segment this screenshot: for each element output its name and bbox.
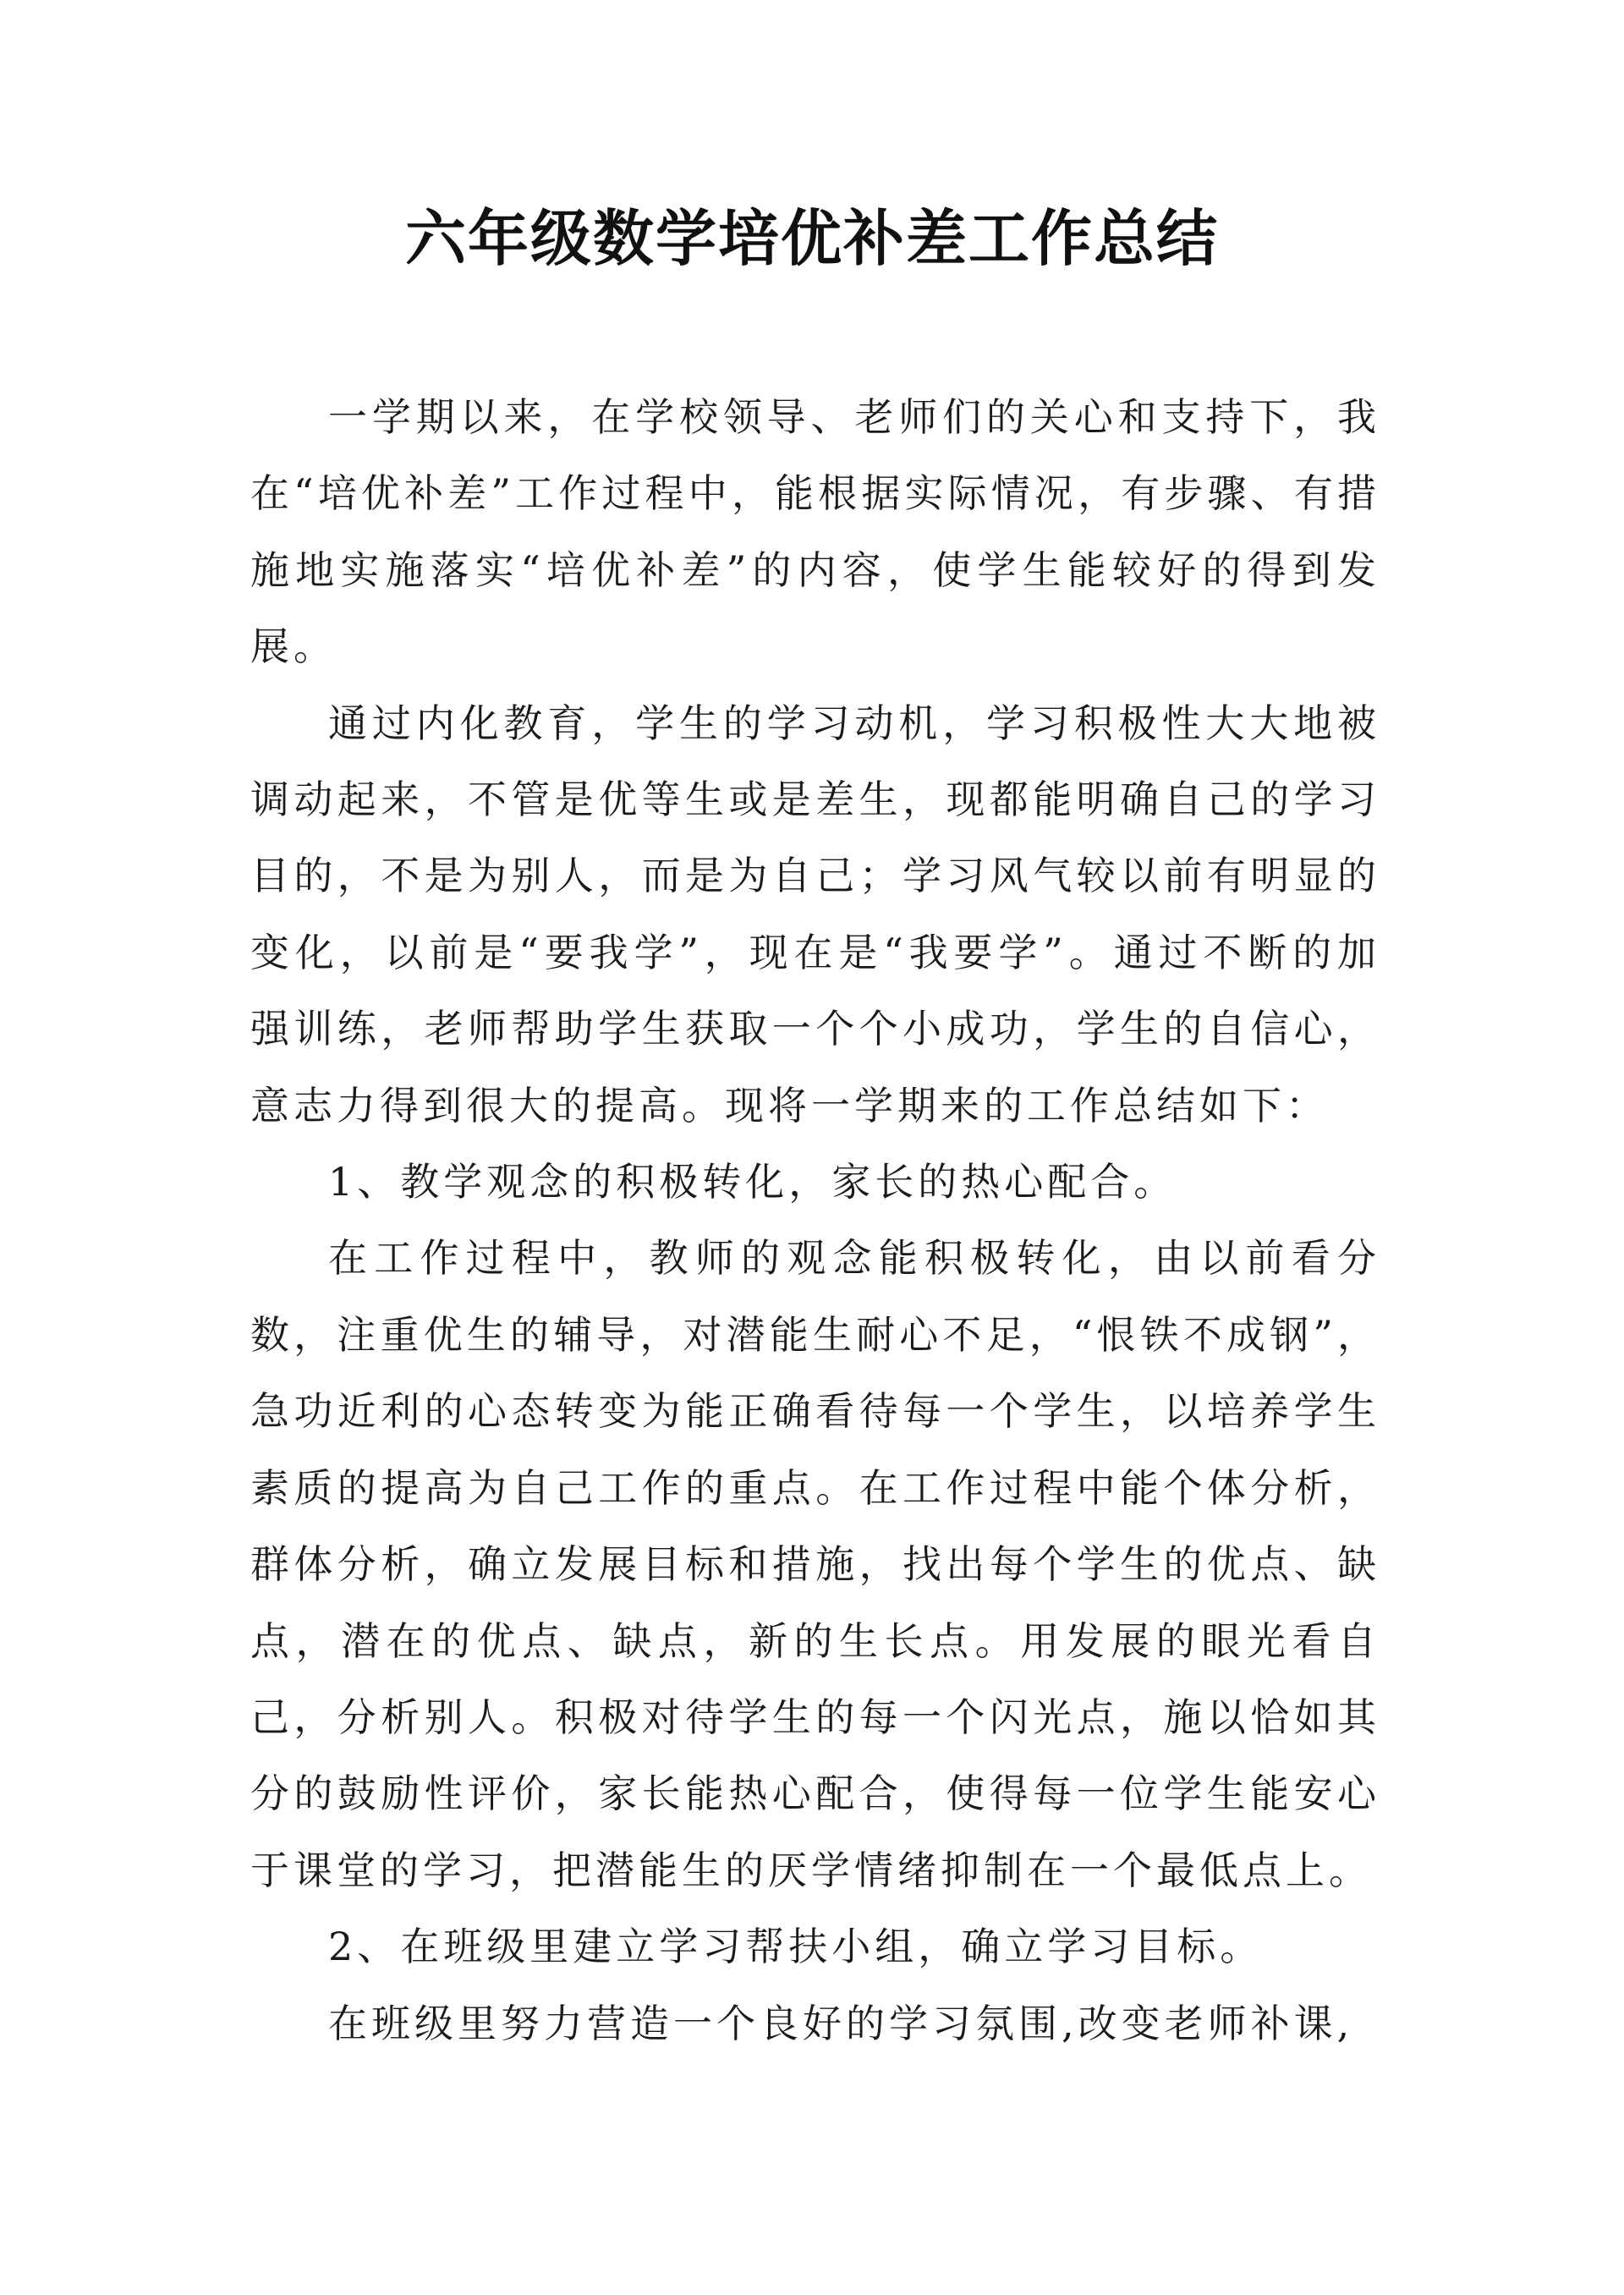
document-body [250,379,1380,2062]
section-heading-1: 1、教学观念的积极转化，家长的热心配合。 [328,1159,1177,1205]
paragraph-class-atmosphere: 在班级里努力营造一个良好的学习氛围,改变老师补课, [328,2000,1354,2046]
paragraph-teaching-concept: 在工作过程中，教师的观念能积极转化，由以前看分数，注重优生的辅导，对潜能生耐心不足，“恨铁不成钢”，急功近利的心态转变为能正确看待每一个学生，以培养学生素质的提高为自己工作的重点。在工作过程中能个体分析，群体分析，确立发展目标和措施，找出每个学生的优点、缺点，潜在的优点、缺点，新的生长点。用发展的眼光看自己，分析别人。积极对待学生的每一个闪光点，施以恰如其分的鼓励性评价，家长能热心配合，使得每一位学生能安心于课堂的学习，把潜能生的厌学情绪抑制在一个最低点上。 [250,1235,1380,1893]
paragraph-learning-motivation: 通过内化教育，学生的学习动机，学习积极性大大地被调动起来，不管是优等生或是差生，现都能明确自己的学习目的，不是为别人，而是为自己；学习风气较以前有明显的变化，以前是“要我学”，现在是“我要学”。通过不断的加强训练，老师帮助学生获取一个个小成功，学生的自信心，意志力得到很大的提高。现将一学期来的工作总结如下： [250,700,1380,1128]
section-heading-2: 2、在班级里建立学习帮扶小组，确立学习目标。 [328,1924,1264,1970]
document-title: 六年级数学培优补差工作总结 [404,203,1219,274]
paragraph-intro: 一学期以来，在学校领导、老师们的关心和支持下，我在“培优补差”工作过程中，能根据实际情况，有步骤、有措施地实施落实“培优补差”的内容，使学生能较好的得到发展。 [250,394,1380,670]
